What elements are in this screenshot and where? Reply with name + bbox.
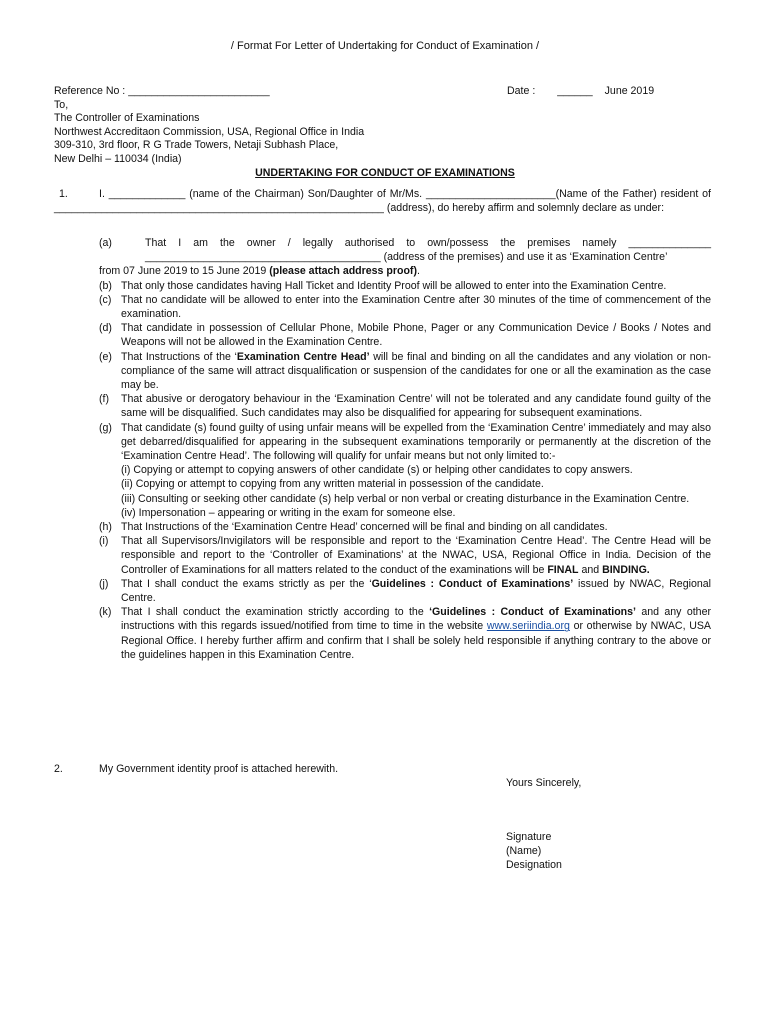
unfair-means-subitem: (ii) Copying or attempt to copying from any written material in possession of the candidate. (121, 478, 544, 491)
address-line: 309-310, 3rd floor, R G Trade Towers, Netaji Subhash Place, (54, 139, 339, 152)
list-item-continuation: from 07 June 2019 to 15 June 2019 (please attach address proof). (99, 265, 420, 278)
reference-number: Reference No : ________________________ (54, 85, 270, 97)
unfair-means-subitem: (i) Copying or attempt to copying answers of other candidate (s) or helping other candidates to copy answers. (121, 464, 633, 477)
list-item: (a) That I am the owner / legally authorised to own/possess the premises namely ______________ ________________________________________ (address of the premises) and use it as ‘Examination Centre’ (99, 237, 711, 264)
closing-salutation: Yours Sincerely, (506, 777, 582, 789)
date-blank: ______ (557, 85, 593, 97)
unfair-means-subitem: (iv) Impersonation – appearing or writing in the exam for someone else. (121, 506, 456, 519)
paragraph-2 (54, 763, 339, 775)
list-item: (f) That abusive or derogatory behaviour in the ‘Examination Centre’ will not be tolerated and any candidate found guilty of the same will be disqualified. Such candidates may also be disqualified for appearing for subsequent examinations. (99, 393, 711, 420)
date-value: June 2019 (604, 85, 655, 97)
list-item: (c) That no candidate will be allowed to enter into the Examination Centre after 30 minutes of the time of commencement of the examination. (99, 293, 711, 321)
list-item: (i) That all Supervisors/Invigilators will be responsible and report to the ‘Examination Centre Head’. The Centre Head will be responsible and report to the ‘Controller of Examinations’ at the NWAC, USA, Regional Office in India. Decision of the Controller of Examinations for all matters related to the conduct of the examinations will be FINAL and BINDING. (99, 535, 711, 576)
list-item: (k) That I shall conduct the examination strictly according to the ‘Guidelines : Conduct of Examinations’ and any other instructions with this regards issued/notified from time to time in the website www.seriindia.org or otherwise by NWAC, USA Regional Office. I hereby further affirm and confirm that I shall be solely held responsible if anything contrary to the above or the guidelines happen in this Examination Centre. (99, 606, 711, 661)
date-label: Date : (507, 85, 536, 97)
declaration-list (99, 236, 711, 662)
paragraph-1-text: I. _____________ (name of the Chairman) Son/Daughter of Mr/Ms. ______________________(Name of the Father) resident of ________________________________________________________ (address), do hereby affirm and solemnly declare as under: (54, 188, 711, 214)
paragraph-1 (54, 188, 711, 215)
signature-block (506, 831, 562, 872)
date-field (507, 85, 654, 97)
list-item: (e) That Instructions of the ‘Examination Centre Head’ will be final and binding on all the candidates and any violation or non-compliance of the same will attract disqualification or suspension of the candidates for one or all the examination as the case may be. (99, 350, 711, 392)
designation-line: Designation (506, 858, 562, 871)
signature-line: Signature (506, 831, 552, 843)
address-block (54, 85, 364, 167)
document-title: / Format For Letter of Undertaking for Conduct of Examination / (230, 40, 540, 52)
list-item: (j) That I shall conduct the exams strictly as per the ‘Guidelines : Conduct of Examinations’ issued by NWAC, Regional Centre. (99, 577, 711, 605)
list-item: (b) That only those candidates having Hall Ticket and Identity Proof will be allowed to enter into the Examination Centre. (99, 279, 667, 292)
undertaking-heading: UNDERTAKING FOR CONDUCT OF EXAMINATIONS (255, 167, 515, 179)
website-link[interactable]: www.seriindia.org (486, 620, 570, 633)
paragraph-2-number: 2. (54, 763, 63, 775)
address-line: The Controller of Examinations (54, 112, 200, 125)
address-line: Northwest Accreditaon Commission, USA, Regional Office in India (54, 125, 365, 138)
address-line: To, (54, 98, 69, 111)
paragraph-1-number: 1. (59, 188, 68, 200)
paragraph-2-text: My Government identity proof is attached herewith. (99, 763, 339, 775)
address-line: New Delhi – 110034 (India) (54, 152, 182, 165)
list-item: (d) That candidate in possession of Cellular Phone, Mobile Phone, Pager or any Communication Device / Books / Notes and Weapons will not be allowed in the Examination Centre. (99, 322, 711, 349)
list-item: (g) That candidate (s) found guilty of using unfair means will be expelled from the ‘Examination Centre’ immediately and may also get debarred/disqualified for appearing in the subsequent examinations temporarily or permanently at the discretion of the ‘Examination Centre Head’. The following will qualify for unfair means but not only limited to:- (i) Copying or attempt to copying answers of other candidate (s) or helping other candidates to copy answers. (ii) Copying or attempt to copying from any written material in possession of the candidate. (iii) Consulting or seeking other candidate (s) help verbal or non verbal or creating disturbance in the Examination Centre. (iv) Impersonation – appearing or writing in the exam for someone else. (99, 421, 711, 519)
unfair-means-subitem: (iii) Consulting or seeking other candidate (s) help verbal or non verbal or creating disturbance in the Examination Centre. (121, 492, 690, 505)
name-line: (Name) (506, 844, 542, 857)
list-item: (h) That Instructions of the ‘Examination Centre Head’ concerned will be final and binding on all candidates. (99, 521, 608, 534)
